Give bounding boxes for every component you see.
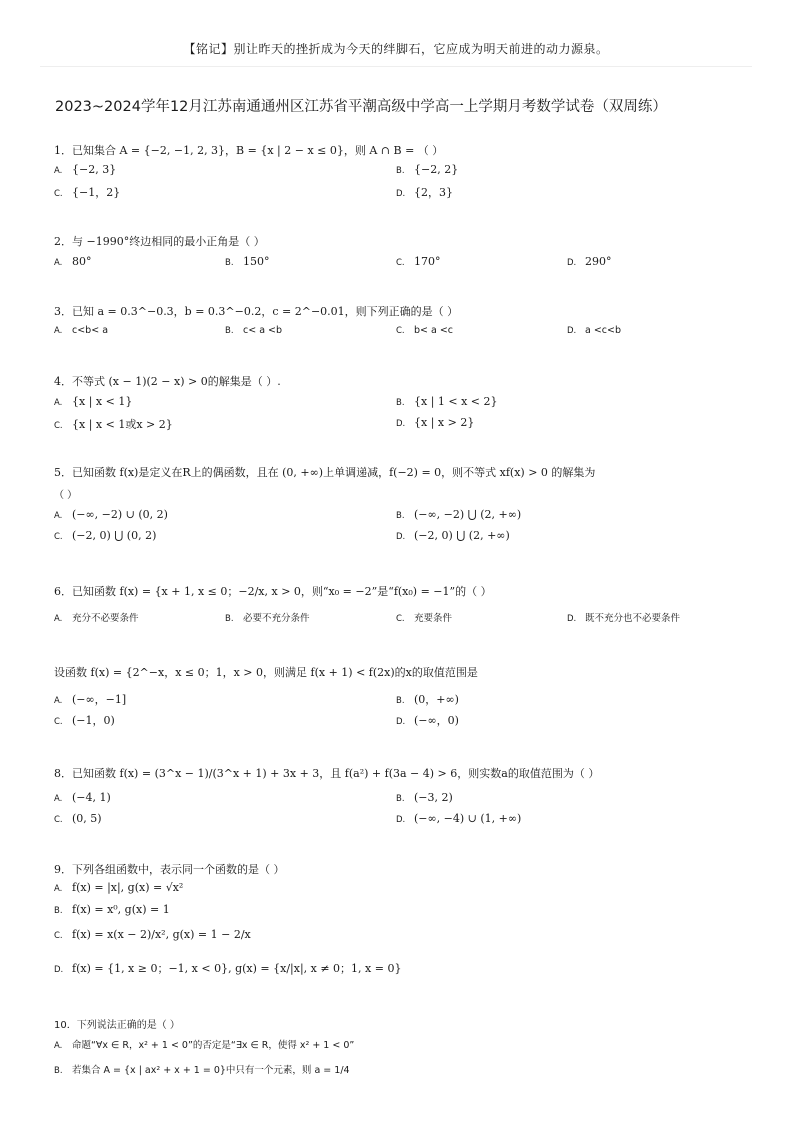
- q8-option-a[interactable]: A. (−4, 1): [54, 791, 111, 804]
- q5-option-b[interactable]: B. (−∞, −2) ⋃ (2, +∞): [396, 508, 522, 521]
- q3-option-a[interactable]: A. c<b< a: [54, 325, 109, 336]
- question-2-stem: 2．与 −1990°终边相同的最小正角是（ ）: [54, 235, 265, 248]
- q1-option-c[interactable]: C. {−1，2}: [54, 186, 121, 199]
- q3-option-d[interactable]: D. a <c<b: [567, 325, 622, 336]
- question-5-stem: 5．已知函数 f(x)是定义在R上的偶函数，且在 (0, +∞)上单调递减，f(−2) = 0，则不等式 xf(x) > 0 的解集为: [54, 466, 596, 479]
- question-10-stem: 10．下列说法正确的是（ ）: [54, 1020, 180, 1031]
- q2-option-b[interactable]: B. 150°: [225, 255, 270, 268]
- q6-option-c[interactable]: C. 充要条件: [396, 613, 453, 624]
- q2-option-d[interactable]: D. 290°: [567, 255, 612, 268]
- question-1-stem: 1．已知集合 A = {−2, −1, 2, 3}，B = {x | 2 − x ≤ 0}，则 A ∩ B = （ ）: [54, 144, 444, 157]
- q9-option-c[interactable]: C. f(x) = x(x − 2)/x², g(x) = 1 − 2/x: [54, 928, 251, 941]
- q7-option-b[interactable]: B. (0，+∞): [396, 693, 459, 706]
- question-9-stem: 9．下列各组函数中，表示同一个函数的是（ ）: [54, 863, 285, 876]
- q7-option-c[interactable]: C. (−1，0): [54, 714, 115, 727]
- q2-option-c[interactable]: C. 170°: [396, 255, 441, 268]
- q5-option-a[interactable]: A. (−∞, −2) ∪ (0, 2): [54, 508, 168, 521]
- header-divider: [40, 66, 752, 67]
- q3-option-c[interactable]: C. b< a <c: [396, 325, 454, 336]
- exam-title: 2023~2024学年12月江苏南通通州区江苏省平潮高级中学高一上学期月考数学试卷（双周练）: [55, 99, 667, 115]
- question-8-stem: 8．已知函数 f(x) = (3^x − 1)/(3^x + 1) + 3x + 3，且 f(a²) + f(3a − 4) > 6，则实数a的取值范围为（ ）: [54, 767, 600, 780]
- q9-option-a[interactable]: A. f(x) = |x|, g(x) = √x²: [54, 881, 184, 894]
- q5-option-d[interactable]: D. (−2, 0) ⋃ (2, +∞): [396, 529, 510, 542]
- q9-option-d[interactable]: D. f(x) = {1, x ≥ 0；−1, x < 0}, g(x) = {x/|x|, x ≠ 0；1, x = 0}: [54, 962, 402, 975]
- question-4-stem: 4．不等式 (x − 1)(2 − x) > 0的解集是（ ）.: [54, 375, 281, 388]
- q8-option-c[interactable]: C. (0, 5): [54, 812, 102, 825]
- q6-option-b[interactable]: B. 必要不充分条件: [225, 613, 310, 624]
- q6-option-a[interactable]: A. 充分不必要条件: [54, 613, 139, 624]
- q10-option-a[interactable]: A. 命题“∀x ∈ R，x² + 1 < 0”的否定是“∃x ∈ R，使得 x² + 1 < 0”: [54, 1040, 355, 1051]
- motto-banner: 【铭记】别让昨天的挫折成为今天的绊脚石，它应成为明天前进的动力源泉。: [183, 42, 609, 56]
- q3-option-b[interactable]: B. c< a <b: [225, 325, 283, 336]
- q6-option-d[interactable]: D. 既不充分也不必要条件: [567, 613, 681, 624]
- q2-option-a[interactable]: A. 80°: [54, 255, 92, 268]
- q1-option-b[interactable]: B. {−2, 2}: [396, 163, 459, 176]
- q9-option-b[interactable]: B. f(x) = x⁰, g(x) = 1: [54, 903, 170, 916]
- q4-option-d[interactable]: D. {x | x > 2}: [396, 416, 475, 429]
- q4-option-c[interactable]: C. {x | x < 1或x > 2}: [54, 418, 173, 431]
- q8-option-d[interactable]: D. (−∞, −4) ∪ (1, +∞): [396, 812, 522, 825]
- q1-option-a[interactable]: A. {−2, 3}: [54, 163, 117, 176]
- q10-option-b[interactable]: B. 若集合 A = {x | ax² + x + 1 = 0}中只有一个元素，则 a = 1/4: [54, 1065, 350, 1076]
- q4-option-b[interactable]: B. {x | 1 < x < 2}: [396, 395, 498, 408]
- q1-option-d[interactable]: D. {2，3}: [396, 186, 453, 199]
- question-3-stem: 3．已知 a = 0.3^−0.3，b = 0.3^−0.2，c = 2^−0.01，则下列正确的是（ ）: [54, 305, 459, 318]
- question-5-blank: （ ）: [54, 490, 78, 501]
- question-6-stem: 6．已知函数 f(x) = {x + 1, x ≤ 0；−2/x, x > 0，则“x₀ = −2”是“f(x₀) = −1”的（ ）: [54, 585, 492, 598]
- q7-option-d[interactable]: D. (−∞，0): [396, 714, 459, 727]
- q7-option-a[interactable]: A. (−∞，−1]: [54, 693, 127, 706]
- q5-option-c[interactable]: C. (−2, 0) ⋃ (0, 2): [54, 529, 157, 542]
- question-7-stem: 设函数 f(x) = {2^−x，x ≤ 0；1，x > 0，则满足 f(x + 1) < f(2x)的x的取值范围是: [54, 666, 478, 679]
- q8-option-b[interactable]: B. (−3, 2): [396, 791, 453, 804]
- q4-option-a[interactable]: A. {x | x < 1}: [54, 395, 133, 408]
